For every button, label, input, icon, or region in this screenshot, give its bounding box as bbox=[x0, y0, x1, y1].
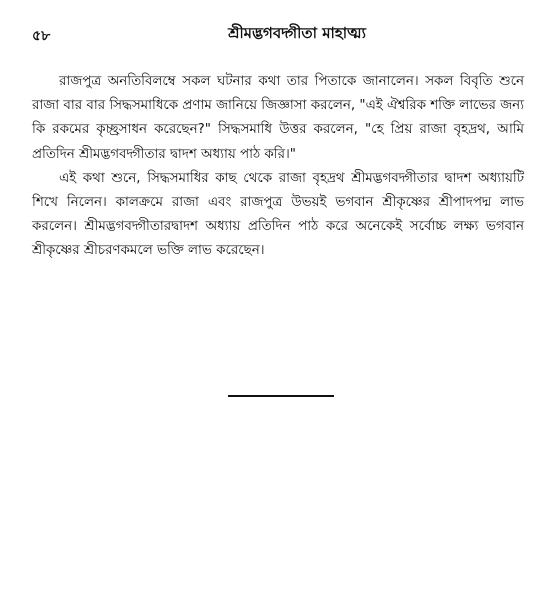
body-text bbox=[32, 70, 524, 264]
running-title: শ্রীমদ্ভগবদ্গীতা মাহাত্ম্য bbox=[228, 24, 366, 42]
paragraph: এই কথা শুনে, সিদ্ধসমাধির কাছ থেকে রাজা বৃহদ্রথ শ্রীমদ্ভগবদ্গীতার দ্বাদশ অধ্যায়টি শিখে নিলেন। কালক্রমে রাজা এবং রাজপুত্র উভয়ই ভগবান শ্রীকৃষ্ণের শ্রীপাদপদ্ম লাভ করলেন। শ্রীমদ্ভগবদ্গীতারদ্বাদশ অধ্যায় প্রতিদিন পাঠ করে অনেকেই সর্বোচ্চ লক্ষ্য ভগবান শ্রীকৃষ্ণের শ্রীচরণকমলে ভক্তি লাভ করেছেন। bbox=[32, 170, 524, 259]
paragraph: রাজপুত্র অনতিবিলম্বে সকল ঘটনার কথা তার পিতাকে জানালেন। সকল বিবৃতি শুনে রাজা বার বার সিদ্ধসমাধিকে প্রণাম জানিয়ে জিজ্ঞাসা করলেন, "এই ঐশ্বরিক শক্তি লাভের জন্য কি রকমের কৃচ্ছ্রসাধন করেছেন?" সিদ্ধসমাধি উত্তর করলেন, "হে প্রিয় রাজা বৃহদ্রথ, আমি প্রতিদিন শ্রীমদ্ভগবদ্গীতার দ্বাদশ অধ্যায় পাঠ করি।" bbox=[32, 74, 524, 162]
page-number: ৫৮ bbox=[32, 28, 51, 44]
page-header bbox=[32, 22, 532, 46]
section-end-rule bbox=[228, 395, 334, 397]
